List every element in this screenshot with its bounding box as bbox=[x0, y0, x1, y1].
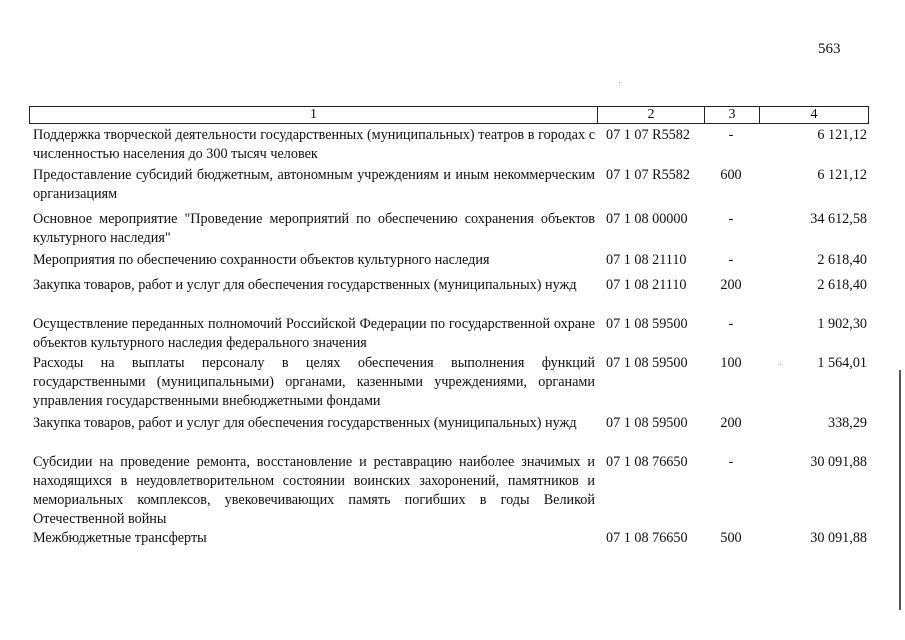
row-code: 07 1 07 R5582 bbox=[606, 127, 690, 143]
row-code: 07 1 08 21110 bbox=[606, 277, 687, 293]
row-expense-type: - bbox=[728, 211, 734, 227]
row-expense-type: 200 bbox=[720, 277, 742, 293]
row-expense-type: - bbox=[728, 454, 734, 470]
row-amount: 1 564,01 bbox=[817, 355, 867, 371]
row-amount: 30 091,88 bbox=[810, 530, 867, 546]
scan-speck bbox=[619, 82, 620, 83]
header-col-2: 2 bbox=[647, 107, 655, 122]
row-description: Осуществление переданных полномочий Российской Федерации по государственной охране объектов культурного наследия федерального значения bbox=[33, 316, 595, 351]
row-description: Межбюджетные трансферты bbox=[33, 530, 207, 546]
row-description: Мероприятия по обеспечению сохранности объектов культурного наследия bbox=[33, 252, 490, 268]
page-number: 563 bbox=[818, 41, 841, 57]
row-description: Закупка товаров, работ и услуг для обеспечения государственных (муниципальных) нужд bbox=[33, 277, 577, 293]
scan-speck bbox=[780, 364, 781, 365]
header-col-1: 1 bbox=[310, 107, 317, 122]
row-amount: 34 612,58 bbox=[810, 211, 867, 227]
row-expense-type: - bbox=[728, 316, 734, 332]
row-expense-type: - bbox=[728, 252, 734, 268]
row-code: 07 1 08 00000 bbox=[606, 211, 688, 227]
header-col-4: 4 bbox=[810, 107, 818, 122]
row-amount: 30 091,88 bbox=[810, 454, 867, 470]
row-description: Расходы на выплаты персоналу в целях обеспечения выполнения функций государственными (муниципальными) органами, казенными учреждениями, органами управления государственными внебюджетными фондами bbox=[33, 355, 595, 409]
row-amount: 2 618,40 bbox=[817, 252, 867, 268]
row-description: Субсидии на проведение ремонта, восстановление и реставрацию наиболее значимых и находящихся в неудовлетворительном состоянии воинских захоронений, памятников и мемориальных комплексов, увековечивающих память погибших в годы Великой Отечественной войны bbox=[33, 454, 595, 527]
header-col-3: 3 bbox=[728, 107, 736, 122]
row-amount: 6 121,12 bbox=[817, 127, 867, 143]
row-amount: 1 902,30 bbox=[817, 316, 867, 332]
row-description: Закупка товаров, работ и услуг для обеспечения государственных (муниципальных) нужд bbox=[33, 415, 577, 431]
row-code: 07 1 08 21110 bbox=[606, 252, 687, 268]
row-amount: 2 618,40 bbox=[817, 277, 867, 293]
row-code: 07 1 08 76650 bbox=[606, 530, 688, 546]
row-code: 07 1 07 R5582 bbox=[606, 167, 690, 183]
row-code: 07 1 08 59500 bbox=[606, 355, 688, 371]
row-expense-type: 600 bbox=[720, 167, 742, 183]
row-code: 07 1 08 59500 bbox=[606, 316, 688, 332]
table-header bbox=[29, 106, 869, 124]
row-description: Основное мероприятие "Проведение мероприятий по обеспечению сохранения объектов культурного наследия" bbox=[33, 211, 595, 246]
row-amount: 6 121,12 bbox=[817, 167, 867, 183]
scan-edge-mark bbox=[899, 370, 901, 610]
row-expense-type: 100 bbox=[720, 355, 742, 371]
row-code: 07 1 08 59500 bbox=[606, 415, 688, 431]
row-code: 07 1 08 76650 bbox=[606, 454, 688, 470]
row-expense-type: - bbox=[728, 127, 734, 143]
row-description: Предоставление субсидий бюджетным, автономным учреждениям и иным некоммерческим организациям bbox=[33, 167, 595, 202]
row-expense-type: 500 bbox=[720, 530, 742, 546]
row-amount: 338,29 bbox=[827, 415, 867, 431]
row-description: Поддержка творческой деятельности государственных (муниципальных) театров в городах с численностью населения до 300 тысяч человек bbox=[33, 127, 595, 162]
row-expense-type: 200 bbox=[720, 415, 742, 431]
